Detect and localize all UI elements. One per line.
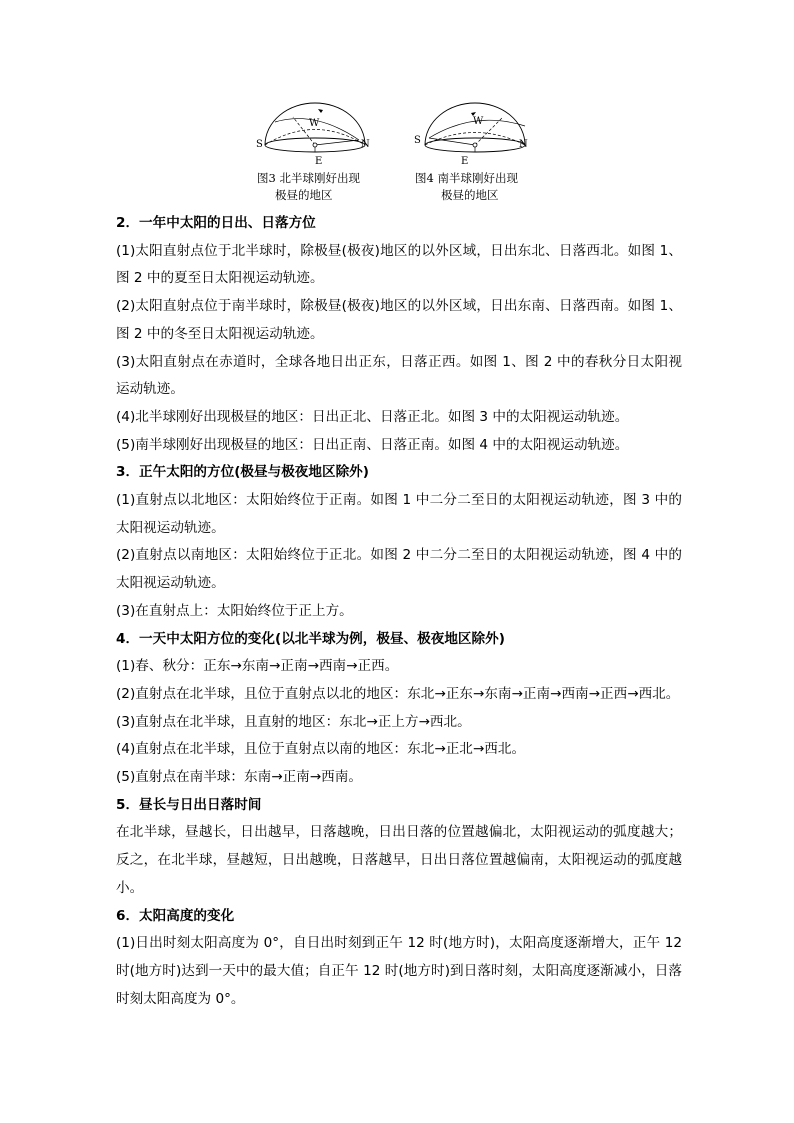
label-s: S: [414, 135, 421, 146]
section-2-paragraph-1: (1)太阳直射点位于北半球时，除极昼(极夜)地区的以外区域，日出东北、日落西北。如图 1、图 2 中的夏至日太阳视运动轨迹。: [116, 242, 682, 287]
section-3-paragraph-3: (3)在直射点上：太阳始终位于正上方。: [116, 602, 353, 619]
section-4-paragraph-3: (3)直射点在北半球，且直射的地区：东北→正上方→西北。: [116, 713, 471, 730]
figure-4-caption: [415, 170, 518, 204]
label-w: W: [473, 116, 484, 127]
section-2-paragraph-5: (5)南半球刚好出现极昼的地区：日出正南、日落正南。如图 4 中的太阳视运动轨迹。: [116, 436, 629, 453]
section-2-paragraph-4: (4)北半球刚好出现极昼的地区：日出正北、日落正北。如图 3 中的太阳视运动轨迹。: [116, 408, 629, 425]
section-6-heading: 6．太阳高度的变化: [116, 907, 235, 924]
label-n: N: [519, 139, 528, 150]
section-3-paragraph-2: (2)直射点以南地区：太阳始终位于正北。如图 2 中二分二至日的太阳视运动轨迹，图 4 中的太阳视运动轨迹。: [116, 547, 682, 592]
section-3-paragraph-1: (1)直射点以北地区：太阳始终位于正南。如图 1 中二分二至日的太阳视运动轨迹，图 3 中的太阳视运动轨迹。: [116, 492, 682, 536]
label-e: E: [315, 156, 323, 167]
figure-3: [255, 100, 385, 202]
section-5-paragraph-1: 在北半球，昼越长，日出越早，日落越晚，日出日落的位置越偏北，太阳视运动的弧度越大；反之，在北半球，昼越短，日出越晚，日落越早，日出日落位置越偏南，太阳视运动的弧度越小。: [116, 824, 682, 896]
section-2-heading: 2．一年中太阳的日出、日落方位: [116, 215, 316, 231]
caption-line-2: 极昼的地区: [441, 188, 499, 202]
section-4-paragraph-1: (1)春、秋分：正东→东南→正南→西南→正西。: [116, 658, 399, 675]
section-4-paragraph-2: (2)直射点在北半球，且位于直射点以北的地区：东北→正东→东南→正南→西南→正西→西北。: [116, 685, 680, 702]
figure-4-diagram: [413, 100, 543, 170]
section-6-paragraph-1: (1)日出时刻太阳高度为 0°，自日出时刻到正午 12 时(地方时)，太阳高度逐渐增大，正午 12 时(地方时)达到一天中的最大值；自正午 12 时(地方时)到日落时刻，太阳高度逐渐减小，日落时刻太阳高度为 0°。: [116, 935, 682, 1007]
section-4-paragraph-4: (4)直射点在北半球，且位于直射点以南的地区：东北→正北→西北。: [116, 741, 526, 758]
caption-line-1: 图3 北半球刚好出现: [257, 171, 360, 185]
label-e: E: [461, 156, 469, 167]
section-3-heading: 3．正午太阳的方位(极昼与极夜地区除外): [116, 464, 369, 481]
section-2-paragraph-2: (2)太阳直射点位于南半球时，除极昼(极夜)地区的以外区域，日出东南、日落西南。如图 1、图 2 中的冬至日太阳视运动轨迹。: [116, 298, 682, 342]
label-s: S: [256, 139, 263, 150]
section-4-paragraph-5: (5)直射点在南半球：东南→正南→西南。: [116, 769, 362, 786]
label-n: N: [361, 139, 370, 150]
figure-3-caption: [257, 170, 360, 204]
figure-4: [413, 100, 543, 202]
section-5-heading: 5．昼长与日出日落时间: [116, 796, 262, 813]
caption-line-2: 极昼的地区: [275, 188, 333, 202]
section-4-heading: 4．一天中太阳方位的变化(以北半球为例，极昼、极夜地区除外): [116, 630, 505, 647]
caption-line-1: 图4 南半球刚好出现: [415, 171, 518, 185]
label-w: W: [309, 118, 320, 129]
section-2-paragraph-3: (3)太阳直射点在赤道时，全球各地日出正东，日落正西。如图 1、图 2 中的春秋分日太阳视运动轨迹。: [116, 353, 682, 398]
document-body: [116, 210, 682, 1013]
